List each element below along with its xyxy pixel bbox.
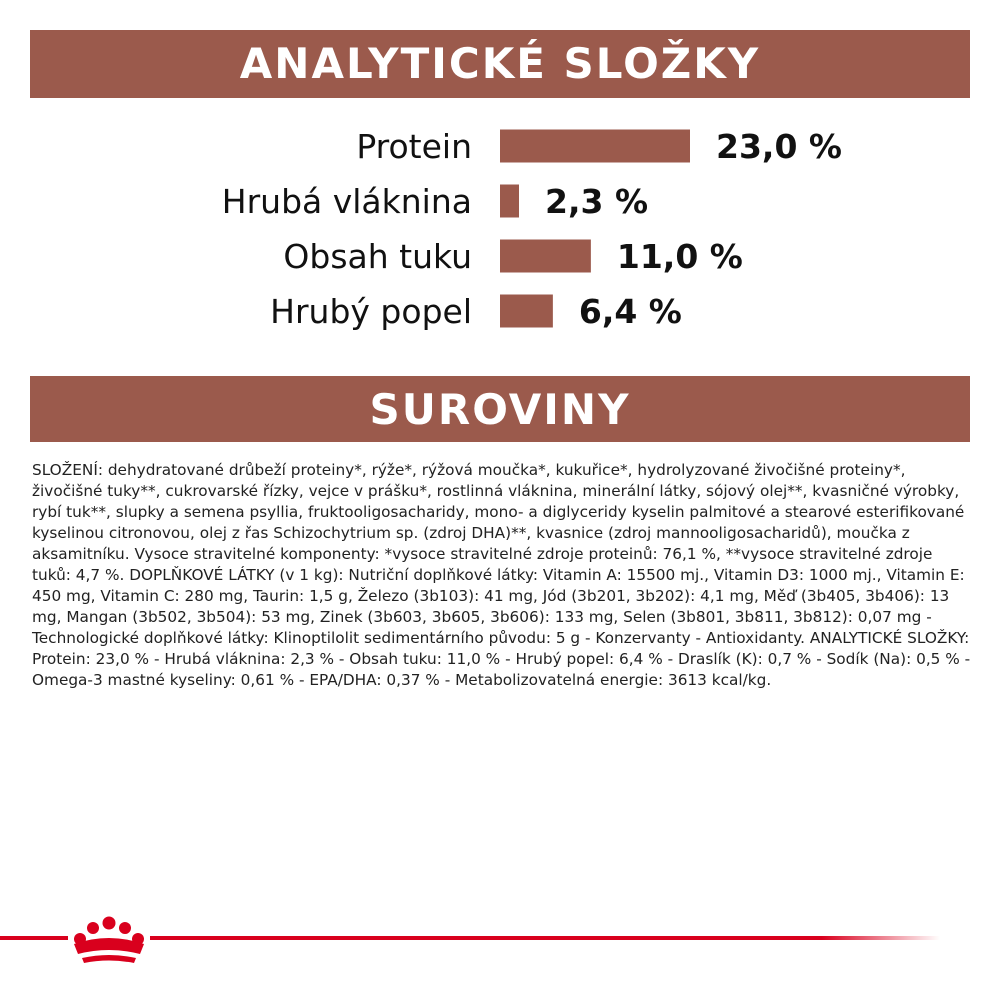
value-label: 2,3 %	[545, 182, 649, 221]
bar	[500, 185, 519, 218]
value-label: 11,0 %	[616, 237, 743, 276]
bar	[500, 240, 591, 273]
value-label: 23,0 %	[716, 127, 842, 166]
analytical-bar-chart	[0, 110, 1000, 350]
footer-line-left	[0, 936, 68, 940]
composition-text: SLOŽENÍ: dehydratované drůbeží proteiny*, rýže*, rýžová moučka*, kukuřice*, hydrolyzované živočišné proteiny*, živočišné tuky**, cukrovarské řízky, vejce v prášku*, rostlinná vláknina, minerální látky, sójový olej**, kvasničné výrobky, rybí tuk**, slupky a semena psyllia, fruktooligosacharidy, mono- a diglyceridy kyselin palmitové a stearové esterifikované kyselinou citronovou, olej z řas Schizochytrium sp. (zdroj DHA)**, kvasnice (zdroj mannooligosacharidů), moučka z aksamitníku. Vysoce stravitelné komponenty: *vysoce stravitelné zdroje proteinů: 76,1 %, **vysoce stravitelné zdroje tuků: 4,7 %. DOPLŇKOVÉ LÁTKY (v 1 kg): Nutriční doplňkové látky: Vitamin A: 15500 mj., Vitamin D3: 1000 mj., Vitamin E: 450 mg, Vitamin C: 280 mg, Taurin: 1,5 g, Železo (3b103): 41 mg, Jód (3b201, 3b202): 4,1 mg, Měď (3b405, 3b406): 13 mg, Mangan (3b502, 3b504): 53 mg, Zinek (3b603, 3b605, 3b606): 133 mg, Selen (3b801, 3b811, 3b812): 0,07 mg - Technologické doplňkové látky: Klinoptilolit sedimentárního původu: 5 g - Konzervanty - Antioxidanty. ANALYTICKÉ SLOŽKY: Protein: 23,0 % - Hrubá vláknina: 2,3 % - Obsah tuku: 11,0 % - Hrubý popel: 6,4 % - Draslík (K): 0,7 % - Sodík (Na): 0,5 % - Omega-3 mastné kyseliny: 0,61 % - EPA/DHA: 0,37 % - Metabolizovatelná energie: 3613 kcal/kg.	[32, 461, 971, 689]
bar	[500, 295, 553, 328]
value-label: 6,4 %	[578, 292, 682, 331]
category-label: Protein	[356, 127, 472, 166]
crown-icon	[74, 917, 144, 964]
category-label: Obsah tuku	[283, 237, 472, 276]
footer-line-right	[150, 936, 940, 940]
category-label: Hrubá vláknina	[221, 182, 472, 221]
bar	[500, 130, 690, 163]
category-label: Hrubý popel	[270, 292, 472, 331]
ingredients-header: SUROVINY	[30, 376, 970, 442]
brand-footer	[0, 910, 1000, 970]
analytical-header: ANALYTICKÉ SLOŽKY	[30, 30, 970, 98]
